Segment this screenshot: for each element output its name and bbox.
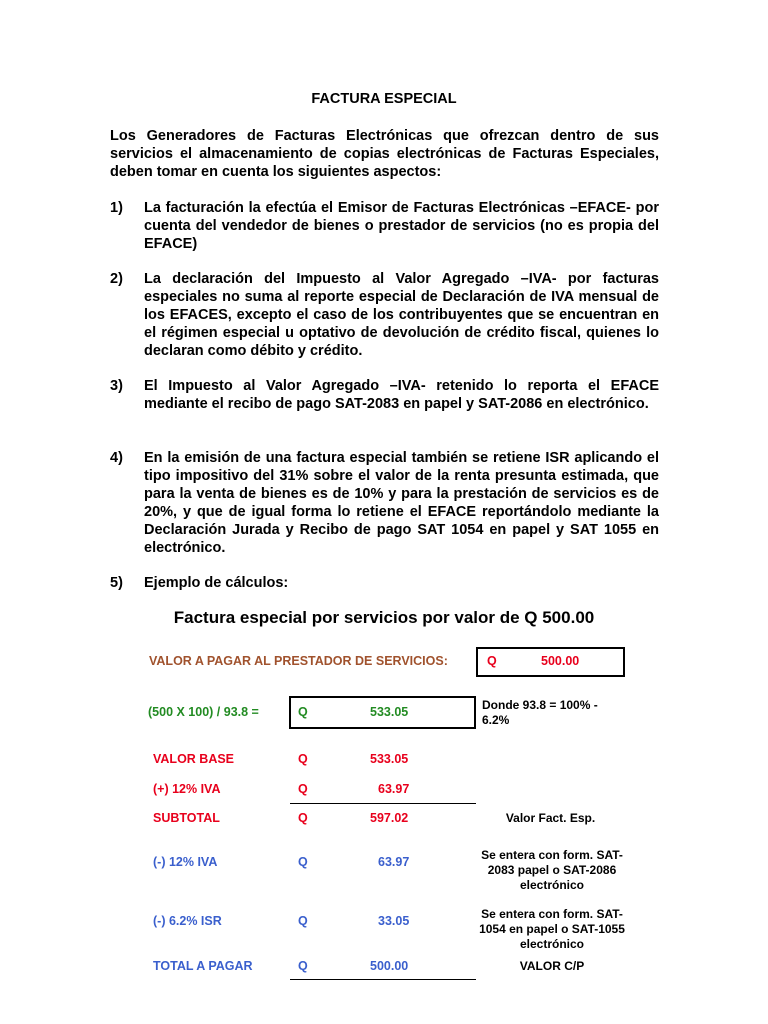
list-number: 1): [110, 200, 123, 216]
row-label: (-) 6.2% ISR: [153, 914, 222, 928]
list-text: La declaración del Impuesto al Valor Agregado –IVA- por facturas especiales no suma al reporte especial de Declaración de IVA mensual de los EFACES, excepto el caso de los contribuyentes que se encuentran en el régimen especial u optativo de devolución de crédito fiscal, quienes lo declaran como débito y crédito.: [144, 271, 659, 359]
row-label: (-) 12% IVA: [153, 855, 218, 869]
row-currency: Q: [298, 855, 308, 869]
list-text: La facturación la efectúa el Emisor de Facturas Electrónicas –EFACE- por cuenta del vendedor de bienes o prestador de servicios (no es propia del EFACE): [144, 200, 659, 252]
row-note: Se entera con form. SAT-2083 papel o SAT-2086 electrónico: [481, 848, 623, 892]
row-label: SUBTOTAL: [153, 811, 220, 825]
row-currency: Q: [298, 811, 308, 825]
list-item: [110, 449, 659, 557]
row-amount: 500.00: [370, 959, 409, 973]
row-currency: Q: [298, 782, 308, 796]
document-title: FACTURA ESPECIAL: [311, 91, 457, 107]
row-amount: 63.97: [378, 855, 410, 869]
formula-note: Donde 93.8 = 100% - 6.2%: [482, 698, 598, 727]
intro-paragraph: Los Generadores de Facturas Electrónicas que ofrezcan dentro de sus servicios el almacenamiento de copias electrónicas de Facturas Especiales, deben tomar en cuenta los siguientes aspectos:: [110, 128, 659, 180]
list-text: El Impuesto al Valor Agregado –IVA- retenido lo reporta el EFACE mediante el recibo de pago SAT-2083 en papel y SAT-2086 en electrónico.: [144, 378, 659, 412]
example-title: Factura especial por servicios por valor de Q 500.00: [173, 608, 595, 627]
valor-label: VALOR A PAGAR AL PRESTADOR DE SERVICIOS:: [149, 654, 448, 668]
formula-amount: 533.05: [370, 705, 409, 719]
row-currency: Q: [298, 752, 308, 766]
formula-currency: Q: [298, 705, 308, 719]
list-number: 3): [110, 378, 123, 394]
subtotal-divider: [290, 803, 476, 804]
row-note: Valor Fact. Esp.: [505, 811, 596, 825]
list-item: [110, 199, 659, 253]
list-item: [110, 574, 659, 592]
list-number: 2): [110, 271, 123, 287]
row-note: Se entera con form. SAT-1054 en papel o SAT-1055 electrónico: [479, 907, 625, 951]
row-amount: 33.05: [378, 914, 410, 928]
list-item: [110, 377, 659, 413]
formula-label: (500 X 100) / 93.8 =: [148, 705, 259, 719]
row-label: TOTAL A PAGAR: [153, 959, 253, 973]
row-label: VALOR BASE: [153, 752, 235, 766]
row-currency: Q: [298, 914, 308, 928]
valor-amount: 500.00: [541, 654, 580, 668]
row-amount: 597.02: [370, 811, 409, 825]
list-text: Ejemplo de cálculos:: [144, 575, 289, 591]
list-number: 5): [110, 575, 123, 591]
total-underline: [290, 979, 476, 980]
list-number: 4): [110, 450, 123, 466]
list-item: [110, 270, 659, 360]
valor-currency: Q: [487, 654, 497, 668]
row-currency: Q: [298, 959, 308, 973]
row-note: VALOR C/P: [519, 959, 585, 973]
row-label: (+) 12% IVA: [153, 782, 221, 796]
list-text: En la emisión de una factura especial también se retiene ISR aplicando el tipo impositivo del 31% sobre el valor de la renta presunta estimada, que para la venta de bienes es de 10% y para la prestación de servicios es de 20%, y que de igual forma lo retiene el EFACE reportándolo mediante la Declaración Jurada y Recibo de pago SAT 1054 en papel y SAT 1055 en electrónico.: [144, 450, 659, 556]
row-amount: 533.05: [370, 752, 409, 766]
row-amount: 63.97: [378, 782, 410, 796]
